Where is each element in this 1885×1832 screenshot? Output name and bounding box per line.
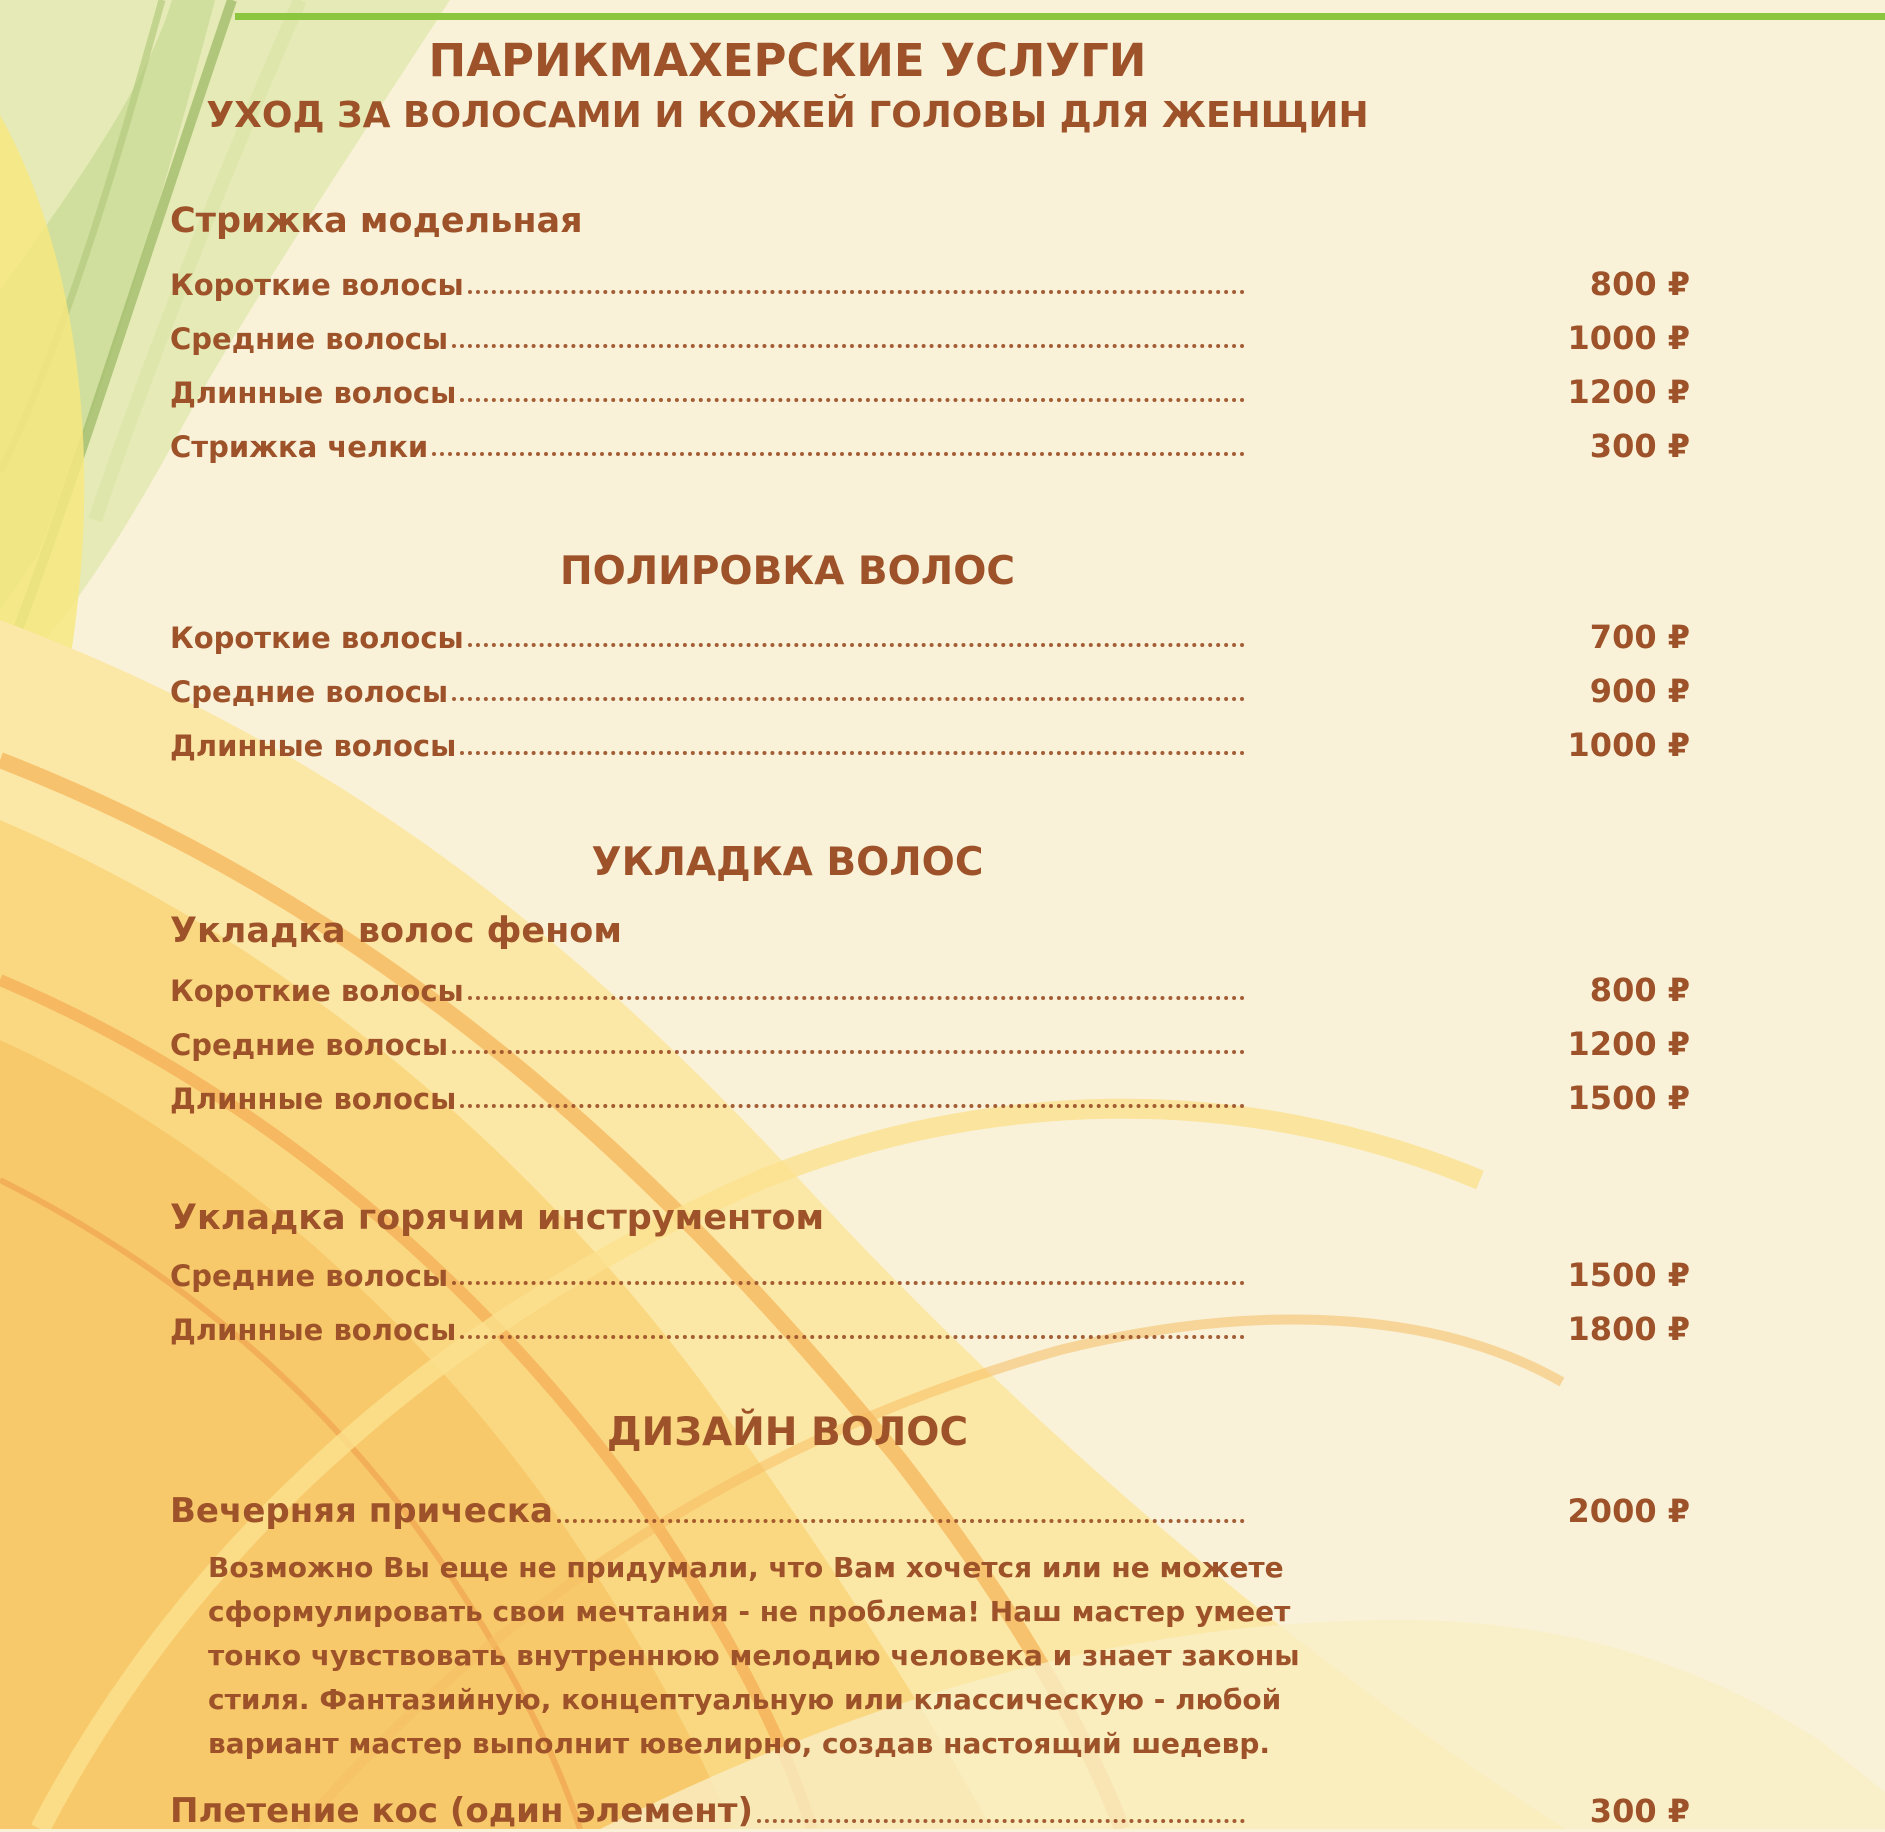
dot-leader	[557, 1519, 1245, 1523]
dot-leader	[468, 290, 1245, 294]
dot-leader	[468, 643, 1245, 647]
service-label: Короткие волосы	[170, 974, 464, 1008]
dot-leader	[452, 697, 1245, 701]
price-row	[170, 673, 1690, 710]
section-heading-styling: УКЛАДКА ВОЛОС	[591, 840, 984, 885]
dot-leader	[432, 452, 1245, 456]
dot-leader	[452, 1050, 1245, 1054]
dot-leader	[452, 344, 1245, 348]
price-row	[170, 428, 1690, 465]
service-label: Вечерняя прическа	[170, 1491, 553, 1531]
service-label: Средние волосы	[170, 322, 449, 356]
price-list	[170, 0, 1690, 1832]
section-zone-styling	[170, 840, 1405, 886]
service-price: 1000 ₽	[1567, 726, 1690, 764]
price-row	[170, 1080, 1690, 1117]
price-row	[170, 1490, 1690, 1532]
service-price: 2000 ₽	[1567, 1492, 1690, 1530]
price-row	[170, 1790, 1690, 1832]
service-label: Длинные волосы	[170, 1313, 457, 1347]
dot-leader	[460, 398, 1245, 402]
price-row	[170, 1257, 1690, 1294]
price-row	[170, 374, 1690, 411]
price-row	[170, 727, 1690, 764]
service-price: 300 ₽	[1589, 1792, 1690, 1830]
service-price: 300 ₽	[1589, 427, 1690, 465]
service-label: Длинные волосы	[170, 1082, 457, 1116]
subsection-heading-blow-dry: Укладка волос феном	[170, 911, 622, 951]
price-row	[170, 972, 1690, 1009]
service-label: Плетение кос (один элемент)	[170, 1791, 754, 1831]
service-price: 700 ₽	[1589, 618, 1690, 656]
subsection-heading-hot-tool: Укладка горячим инструментом	[170, 1198, 825, 1238]
service-label: Средние волосы	[170, 675, 449, 709]
service-price: 1500 ₽	[1567, 1256, 1690, 1294]
section-zone-polish	[170, 549, 1405, 595]
dot-leader	[757, 1819, 1245, 1823]
price-row	[170, 619, 1690, 656]
dot-leader	[460, 1104, 1245, 1108]
service-price: 1200 ₽	[1567, 373, 1690, 411]
service-label: Короткие волосы	[170, 268, 464, 302]
service-label: Стрижка челки	[170, 430, 429, 464]
page-subtitle: УХОД ЗА ВОЛОСАМИ И КОЖЕЙ ГОЛОВЫ ДЛЯ ЖЕНЩИН	[206, 95, 1369, 136]
service-label: Короткие волосы	[170, 621, 464, 655]
service-price: 1500 ₽	[1567, 1079, 1690, 1117]
service-label: Средние волосы	[170, 1028, 449, 1062]
dot-leader	[468, 996, 1245, 1000]
dot-leader	[452, 1281, 1245, 1285]
evening-style-note: Возможно Вы еще не придумали, что Вам хочется или не можете сформулировать свои мечтания - не проблема! Наш мастер умеет тонко чувствовать внутреннюю мелодию человека и знает законы стиля. Фантазийную, концептуальную или классическую - любой вариант мастер выполнит ювелирно, создав настоящий шедевр.	[208, 1551, 1300, 1760]
service-price: 800 ₽	[1589, 971, 1690, 1009]
section-heading-design: ДИЗАЙН ВОЛОС	[606, 1410, 969, 1455]
service-label: Длинные волосы	[170, 729, 457, 763]
price-row	[170, 1026, 1690, 1063]
price-row	[170, 320, 1690, 357]
service-price: 800 ₽	[1589, 265, 1690, 303]
dot-leader	[460, 1335, 1245, 1339]
header-zone	[170, 34, 1405, 138]
page-title: ПАРИКМАХЕРСКИЕ УСЛУГИ	[428, 34, 1147, 87]
section-heading-polish: ПОЛИРОВКА ВОЛОС	[560, 549, 1015, 594]
price-row	[170, 1311, 1690, 1348]
price-row	[170, 266, 1690, 303]
section-zone-design	[170, 1410, 1405, 1456]
service-price: 900 ₽	[1589, 672, 1690, 710]
service-price: 1200 ₽	[1567, 1025, 1690, 1063]
service-label: Средние волосы	[170, 1259, 449, 1293]
subsection-heading-model-cut: Стрижка модельная	[170, 201, 583, 241]
dot-leader	[460, 751, 1245, 755]
service-price: 1800 ₽	[1567, 1310, 1690, 1348]
service-price: 1000 ₽	[1567, 319, 1690, 357]
service-label: Длинные волосы	[170, 376, 457, 410]
